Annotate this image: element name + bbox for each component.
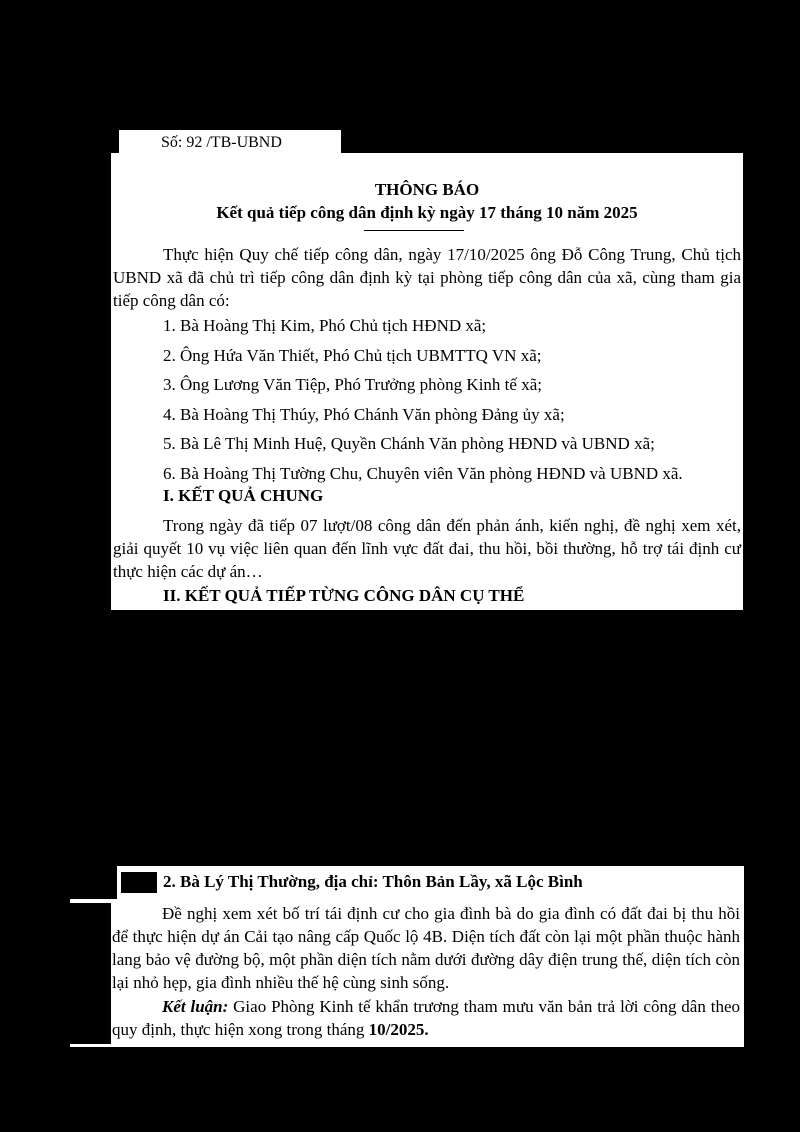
- citizen-item-heading-box: [117, 866, 744, 899]
- list-item: 2. Ông Hứa Văn Thiết, Phó Chủ tịch UBMTTQ VN xã;: [163, 345, 542, 365]
- intro-paragraph: Thực hiện Quy chế tiếp công dân, ngày 17/10/2025 ông Đỗ Công Trung, Chủ tịch UBND xã đã chủ trì tiếp công dân định kỳ tại phòng tiếp công dân của xã, cùng tham gia tiếp công dân có:: [113, 245, 741, 310]
- section-heading-general-results: I. KẾT QUẢ CHUNG: [163, 486, 324, 505]
- conclusion-text: Giao Phòng Kinh tế khẩn trương tham mưu văn bản trả lời công dân theo quy định, thực hiện xong trong tháng: [112, 997, 740, 1039]
- conclusion-deadline: 10/2025.: [368, 1020, 429, 1039]
- redaction-bar: [70, 903, 111, 1044]
- conclusion-paragraph: [112, 995, 740, 1041]
- list-item: 1. Bà Hoàng Thị Kim, Phó Chủ tịch HĐND xã;: [163, 316, 487, 335]
- notice-title: THÔNG BÁO: [374, 180, 480, 199]
- title-divider: [364, 230, 464, 231]
- redaction-bar: [121, 872, 157, 893]
- citizen-item-detail: [70, 899, 744, 1047]
- list-item: 6. Bà Hoàng Thị Tường Chu, Chuyên viên Văn phòng HĐND và UBND xã.: [163, 463, 683, 483]
- notice-main-section: [111, 153, 743, 610]
- citizen-request-paragraph: Đề nghị xem xét bố trí tái định cư cho gia đình bà do gia đình có đất đai bị thu hồi để thực hiện dự án Cải tạo nâng cấp Quốc lộ 4B. Diện tích đất còn lại một phần thuộc hành lang bảo vệ đường bộ, một phần diện tích nằm dưới đường dây điện trung thế, diện tích còn lại nhỏ hẹp, gia đình nhiều thế hệ cùng sinh sống.: [112, 904, 740, 992]
- document-number-box: [119, 130, 341, 154]
- document-number: Số: 92 /TB-UBND: [161, 134, 282, 151]
- general-results-paragraph: Trong ngày đã tiếp 07 lượt/08 công dân đến phản ánh, kiến nghị, đề nghị xem xét, giải quyết 10 vụ việc liên quan đến lĩnh vực đất đai, thu hồi, bồi thường, hỗ trợ tái định cư thực hiện các dự án…: [113, 516, 741, 581]
- conclusion-label: Kết luận:: [162, 997, 229, 1016]
- citizen-item-heading: 2. Bà Lý Thị Thường, địa chỉ: Thôn Bản Lầy, xã Lộc Bình: [163, 872, 583, 891]
- notice-subtitle: Kết quả tiếp công dân định kỳ ngày 17 tháng 10 năm 2025: [216, 203, 638, 222]
- list-item: 3. Ông Lương Văn Tiệp, Phó Trưởng phòng Kinh tế xã;: [163, 375, 542, 394]
- participant-list: [163, 316, 683, 493]
- list-item: 4. Bà Hoàng Thị Thúy, Phó Chánh Văn phòng Đảng ủy xã;: [163, 404, 565, 424]
- list-item: 5. Bà Lê Thị Minh Huệ, Quyền Chánh Văn phòng HĐND và UBND xã;: [163, 434, 655, 453]
- section-heading-citizen-results: II. KẾT QUẢ TIẾP TỪNG CÔNG DÂN CỤ THỂ: [163, 586, 525, 605]
